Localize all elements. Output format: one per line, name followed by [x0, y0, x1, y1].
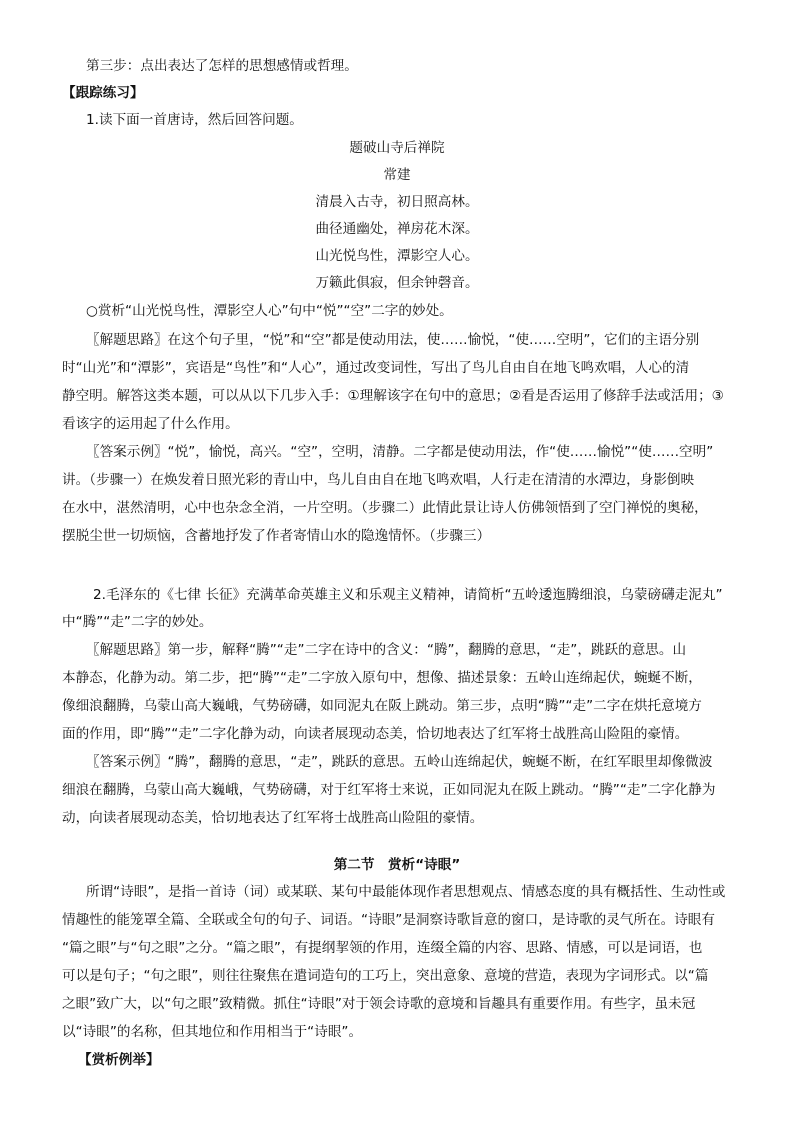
poem-author: 常建: [383, 167, 411, 183]
q1-answer-line: 讲。（步骤一）在焕发着日照光彩的青山中，鸟儿自由自在地飞鸣欢唱，人行走在清清的水潭边，身影倒映: [62, 472, 695, 488]
poem-line: 清晨入古寺，初日照高林。: [315, 194, 479, 210]
q1-thinking-line: 〖解题思路〗在这个句子里，“悦”和“空”都是使动用法，使……愉悦，“使……空明”，它们的主语分别: [86, 332, 700, 348]
q2-answer-line: 动，向读者展现动态美，恰切地表达了红军将士战胜高山险阻的豪情。: [62, 810, 484, 826]
section-paragraph-line: 可以是句子；“句之眼”，则往往聚焦在遣词造句的工巧上，突出意象、意境的营造，表现为字词形式。以“篇: [62, 968, 709, 984]
q1-answer-line: 〖答案示例〗“悦”，愉悦，高兴。“空”，空明，清静。二字都是使动用法，作“使……愉悦”“使……空明”: [86, 444, 714, 460]
practice-heading: 【跟踪练习】: [62, 85, 144, 101]
poem-line: 万籁此俱寂，但余钟磬音。: [315, 275, 479, 291]
q2-thinking-line: 〖解题思路〗第一步，解释“腾”“走”二字在诗中的含义：“腾”，翻腾的意思，“走”，跳跃的意思。山: [86, 642, 687, 658]
q1-answer-line: 在水中，湛然清明，心中也杂念全消，一片空明。（步骤二）此情此景让诗人仿佛领悟到了空门禅悦的奥秘，: [62, 500, 708, 516]
section-paragraph-line: 所谓“诗眼”，是指一首诗（词）或某联、某句中最能体现作者思想观点、情感态度的具有概括性、生动性或: [86, 884, 726, 900]
q2-prompt-line: 中“腾”“走”二字的妙处。: [62, 614, 213, 630]
q2-thinking-line: 像细浪翻腾，乌蒙山高大巍峨，气势磅礴，如同泥丸在阪上跳动。第三步，点明“腾”“走”二字在烘托意境方: [62, 698, 702, 714]
poem-line: 曲径通幽处，禅房花木深。: [315, 221, 479, 237]
q2-answer-line: 〖答案示例〗“腾”，翻腾的意思，“走”，跳跃的意思。五岭山连绵起伏，蜿蜒不断，在红军眼里却像微波: [86, 754, 713, 770]
q2-prompt-line: 2.毛泽东的《七律 长征》充满革命英雄主义和乐观主义精神，请简析“五岭逶迤腾细浪，乌蒙磅礴走泥丸”: [93, 587, 723, 603]
poem-line: 山光悦鸟性，潭影空人心。: [315, 248, 479, 264]
q2-thinking-line: 面的作用，即“腾”“走”二字化静为动，向读者展现动态美，恰切地表达了红军将士战胜高山险阻的豪情。: [62, 726, 689, 742]
q1-thinking-line: 看该字的运用起了什么作用。: [62, 416, 239, 432]
q1-thinking-line: 时“山光”和“潭影”，宾语是“鸟性”和“人心”，通过改变词性，写出了鸟儿自由自在地飞鸣欢唱，人心的清: [62, 360, 690, 376]
q2-thinking-line: 本静态，化静为动。第二步，把“腾”“走”二字放入原句中，想像、描述景象：五岭山连绵起伏，蜿蜒不断，: [62, 670, 702, 686]
q1-thinking-line: 静空明。解答这类本题，可以从以下几步入手：①理解该字在句中的意思；②看是否运用了修辞手法或活用；③: [62, 388, 724, 404]
step3-text: 第三步：点出表达了怎样的思想感情或哲理。: [86, 58, 358, 74]
section-title: 第二节 赏析“诗眼”: [333, 857, 461, 873]
section-paragraph-line: 之眼”致广大，以“句之眼”致精微。抓住“诗眼”对于领会诗歌的意境和旨趣具有重要作用。有些字，虽未冠: [62, 996, 696, 1012]
q1-question: ○赏析“山光悦鸟性，潭影空人心”句中“悦”“空”二字的妙处。: [86, 303, 453, 319]
example-heading: 【赏析例举】: [78, 1052, 160, 1068]
poem-title: 题破山寺后禅院: [349, 140, 445, 156]
section-paragraph-line: 以“诗眼”的名称，但其地位和作用相当于“诗眼”。: [62, 1024, 363, 1040]
q1-answer-line: 摆脱尘世一切烦恼，含蓄地抒发了作者寄情山水的隐逸情怀。（步骤三）: [62, 528, 491, 544]
q1-prompt: 1.读下面一首唐诗，然后回答问题。: [86, 112, 303, 128]
q2-answer-line: 细浪在翻腾，乌蒙山高大巍峨，气势磅礴，对于红军将士来说，正如同泥丸在阪上跳动。“腾”“走”二字化静为: [62, 782, 716, 798]
section-paragraph-line: “篇之眼”与“句之眼”之分。“篇之眼”，有提纲挈领的作用，连缀全篇的内容、思路、情感，可以是词语，也: [62, 940, 703, 956]
section-paragraph-line: 情趣性的能笼罩全篇、全联或全句的句子、词语。“诗眼”是洞察诗歌旨意的窗口，是诗歌的灵气所在。诗眼有: [62, 912, 715, 928]
